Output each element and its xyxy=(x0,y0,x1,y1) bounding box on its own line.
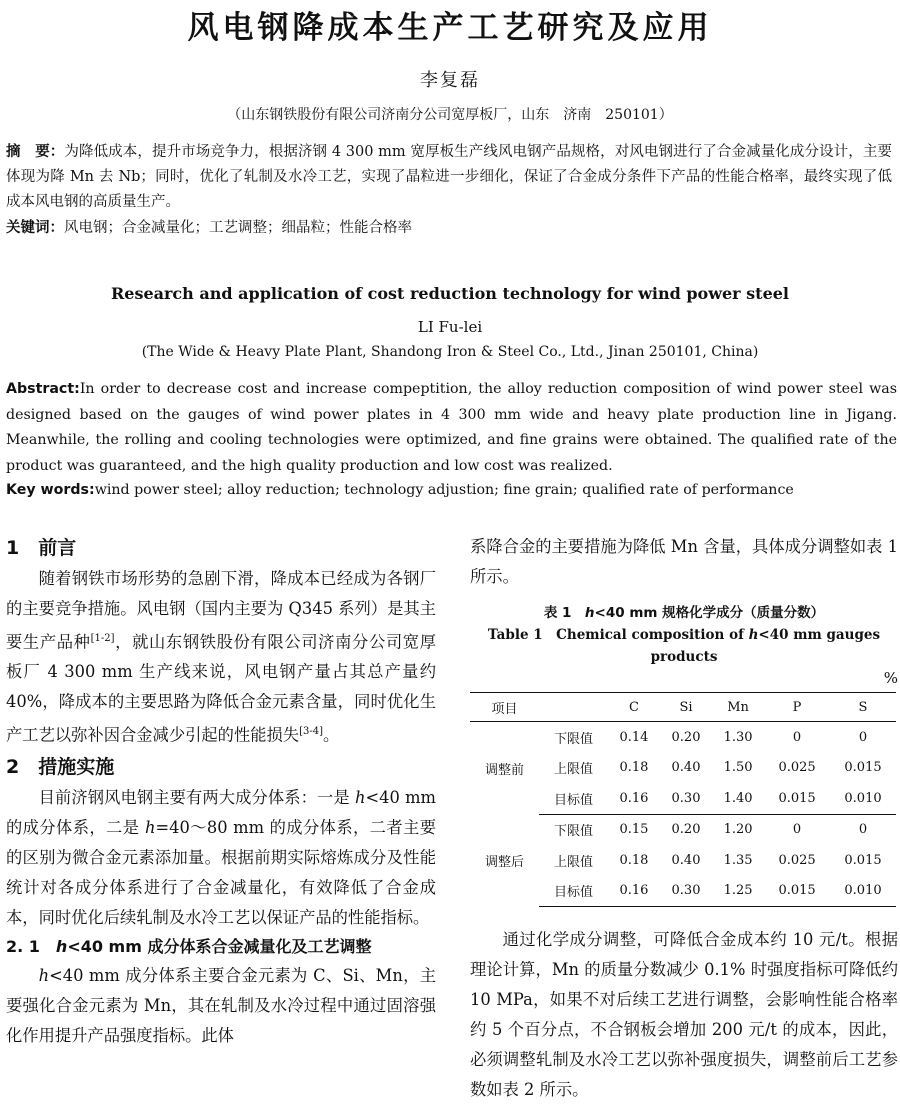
abstract-en xyxy=(6,377,897,479)
table-header-cell: 项目 xyxy=(470,693,539,722)
table-group-label: 调整后 xyxy=(484,854,524,870)
abstract-en-text: In order to decrease cost and increase compeptition, the alloy reduction composition of wind power steel was designed based on the gauges of wind power plates in 4 300 mm wide and heavy plate production line in Jigang. Meanwhile, the rolling and cooling technologies were optimized, and fine grains were obtained. The qualified rate of the product was guaranteed, and the high quality production and low cost was realized. xyxy=(6,381,897,474)
table-header-cell: P xyxy=(764,693,830,722)
table-row-label: 目标值 xyxy=(539,783,608,814)
table-cell: 1.50 xyxy=(723,760,753,776)
table-1-caption-zh: 表 1 h<40 mm 规格化学成分（质量分数） xyxy=(543,605,825,621)
table-cell: 0.18 xyxy=(619,760,649,776)
table-cell: 0.20 xyxy=(671,729,701,745)
section-2-1-paragraph: h<40 mm 成分体系主要合金元素为 C、Si、Mn，主要强化合金元素为 Mn，其在轧制及水冷过程中通过固溶强化作用提升产品强度指标。此体 xyxy=(6,965,436,1045)
table-group-label: 调整前 xyxy=(484,762,524,778)
table-cell: 0.025 xyxy=(778,760,816,776)
table-header-row xyxy=(470,693,896,722)
abstract-zh-text: 为降低成本，提升市场竞争力，根据济钢 4 300 mm 宽厚板生产线风电钢产品规格，对风电钢进行了合金减量化成分设计，主要体现为降 Mn 去 Nb；同时，优化了轧制及水冷工艺，实现了晶粒进一步细化，保证了合金成分条件下产品的性能合格率，最终实现了低成本风电钢的高质量生产。 xyxy=(6,144,892,210)
left-column xyxy=(6,532,436,1051)
table-cell: 1.30 xyxy=(723,729,753,745)
table-header-cell: S xyxy=(830,693,896,722)
keywords-en-text: wind power steel; alloy reduction; technology adjustion; fine grain; qualified rate of performance xyxy=(94,482,794,498)
table-header-cell xyxy=(539,693,608,722)
table-1-unit: % xyxy=(883,669,898,687)
abstract-en-label: Abstract: xyxy=(6,381,80,397)
table-1 xyxy=(470,692,896,907)
keywords-zh-label: 关键词： xyxy=(6,220,64,236)
table-cell: 0.015 xyxy=(844,760,882,776)
citation-3-4: [3-4] xyxy=(299,726,323,738)
author-affiliation: （山东钢铁股份有限公司济南分公司宽厚板厂，山东 济南 250101） xyxy=(227,107,673,123)
table-cell: 0.015 xyxy=(764,876,830,907)
table-cell: 0 xyxy=(858,822,868,838)
table-cell: 0.010 xyxy=(830,876,896,907)
table-cell: 0.015 xyxy=(764,783,830,814)
english-title: Research and application of cost reduction technology for wind power steel xyxy=(110,284,790,303)
keywords-en-label: Key words: xyxy=(6,482,95,498)
table-1-caption-en: Table 1 Chemical composition of h<40 mm gauges products xyxy=(487,627,881,665)
paper-title: 风电钢降成本生产工艺研究及应用 xyxy=(187,10,713,46)
section-1-paragraph: 随着钢铁市场形势的急剧下滑，降成本已经成为各钢厂的主要竞争措施。风电钢（国内主要为 Q345 系列）是其主要生产品种[1-2]，就山东钢铁股份有限公司济南分公司宽厚板厂 4 300 mm 生产线来说，风电钢产量占其总产量约 40%，降成本的主要思路为降低合金元素含量，同时优化生产工艺以弥补因合金减少引起的性能损失[3-4]。 xyxy=(6,569,436,745)
table-cell: 0.15 xyxy=(619,822,649,838)
table-cell: 0 xyxy=(858,729,868,745)
table-row-label: 下限值 xyxy=(553,824,593,840)
table-cell: 0.025 xyxy=(778,852,816,868)
section-2-1-heading: 2. 1 h<40 mm 成分体系合金减量化及工艺调整 xyxy=(6,936,372,956)
right-paragraph-2: 通过化学成分调整，可降低合金成本约 10 元/t。根据理论计算，Mn 的质量分数减少 0.1% 时强度指标可降低约 10 MPa，如果不对后续工艺进行调整，会影响性能合格率约 5 个百分点，不合钢板会增加 200 元/t 的成本，因此，必须调整轧制及水冷工艺以弥补强度损失，调整前后工艺参数如表 2 所示。 xyxy=(470,930,898,1099)
table-1-body xyxy=(470,722,896,907)
table-cell: 1.20 xyxy=(723,822,753,838)
table-header-cell: C xyxy=(608,693,660,722)
section-1-heading: 1 前言 xyxy=(6,537,77,559)
table-header-cell: Mn xyxy=(712,693,764,722)
table-cell: 0.010 xyxy=(830,783,896,814)
table-row xyxy=(470,722,896,753)
table-cell: 0.14 xyxy=(619,729,649,745)
table-cell: 0.16 xyxy=(608,783,660,814)
right-paragraph-1: 系降合金的主要措施为降低 Mn 含量，具体成分调整如表 1 所示。 xyxy=(470,537,898,586)
author-name: 李复磊 xyxy=(420,70,480,91)
english-author: LI Fu-lei xyxy=(417,318,483,336)
table-cell: 1.40 xyxy=(712,783,764,814)
table-cell: 0.16 xyxy=(608,876,660,907)
table-cell: 1.35 xyxy=(723,852,753,868)
right-column xyxy=(470,532,898,1105)
table-row xyxy=(470,814,896,845)
english-affiliation: (The Wide & Heavy Plate Plant, Shandong Iron & Steel Co., Ltd., Jinan 250101, China) xyxy=(141,344,759,360)
table-cell: 0 xyxy=(792,822,802,838)
table-cell: 1.25 xyxy=(712,876,764,907)
keywords-en xyxy=(6,482,892,498)
abstract-zh xyxy=(6,140,892,215)
abstract-zh-label: 摘 要： xyxy=(6,144,65,160)
table-header-cell: Si xyxy=(660,693,712,722)
table-cell: 0 xyxy=(792,729,802,745)
section-2-heading: 2 措施实施 xyxy=(6,755,115,778)
table-row-label: 上限值 xyxy=(553,854,593,870)
table-row-label: 目标值 xyxy=(539,876,608,907)
table-cell: 0.30 xyxy=(660,876,712,907)
table-row-label: 上限值 xyxy=(553,762,593,778)
table-cell: 0.40 xyxy=(671,852,701,868)
keywords-zh-text: 风电钢；合金减量化；工艺调整；细晶粒；性能合格率 xyxy=(64,220,412,236)
table-cell: 0.40 xyxy=(671,760,701,776)
table-row-label: 下限值 xyxy=(553,731,593,747)
table-cell: 0.20 xyxy=(671,822,701,838)
table-cell: 0.015 xyxy=(844,852,882,868)
keywords-zh xyxy=(6,216,892,237)
citation-1-2: [1-2] xyxy=(90,633,115,644)
table-cell: 0.18 xyxy=(619,852,649,868)
section-2-paragraph: 目前济钢风电钢主要有两大成分体系：一是 h<40 mm 的成分体系，二是 h=40～80 mm 的成分体系，二者主要的区别为微合金元素添加量。根据前期实际熔炼成分及性能统计对各成分体系进行了合金减量化，有效降低了合金成本，同时优化后续轧制及水冷工艺以保证产品的性能指标。 xyxy=(6,787,436,927)
table-cell: 0.30 xyxy=(660,783,712,814)
